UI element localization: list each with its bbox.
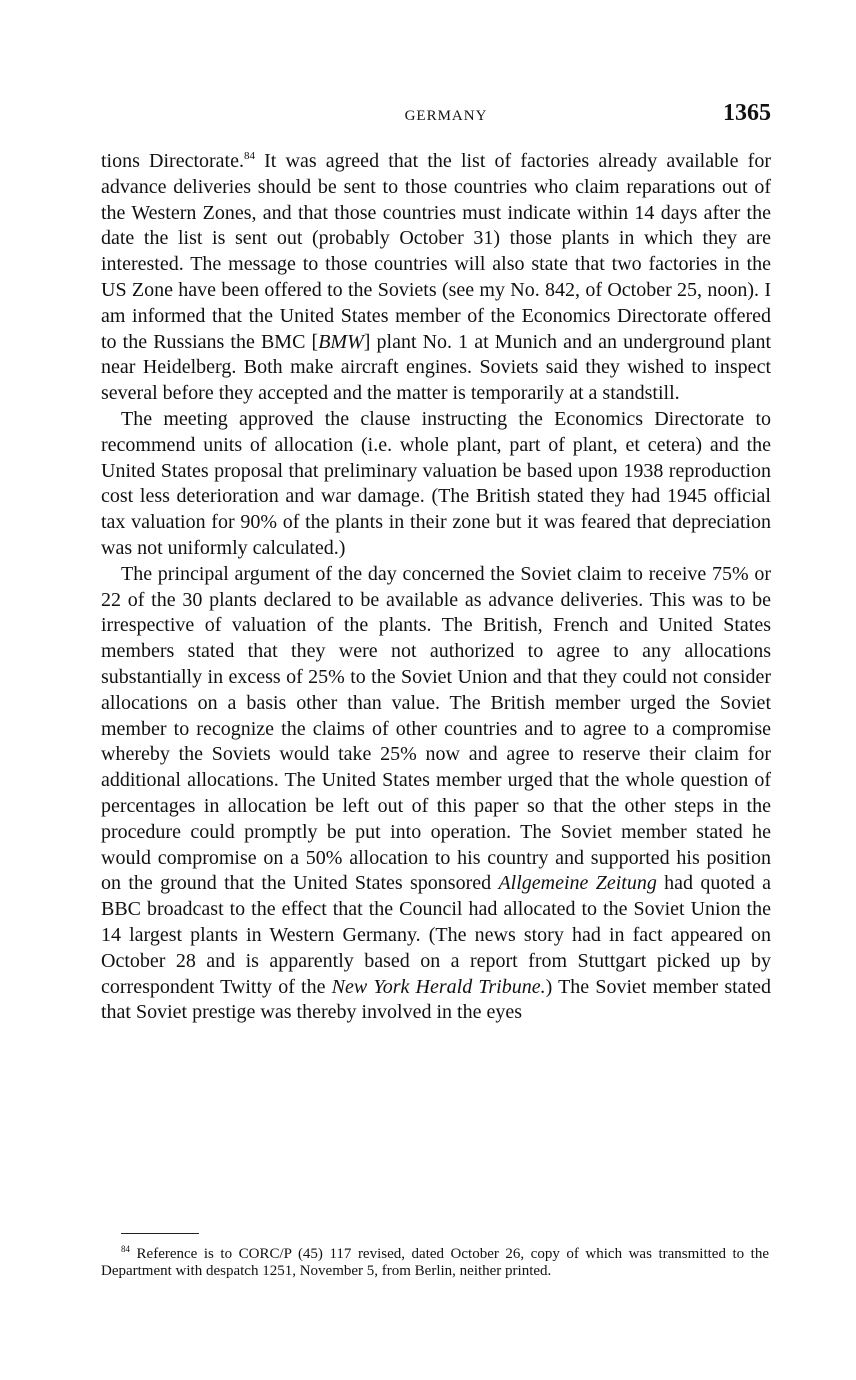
paragraph-continued [101, 149, 771, 407]
footnote-rule [121, 1233, 199, 1234]
p1-emphasis: BMW [318, 330, 364, 353]
paragraph-2: The meeting approved the clause instructing the Economics Directorate to recommend units of allocation (i.e. whole plant, part of plant, et cetera) and the United States proposal that preliminary valuation be based upon 1938 reproduction cost less deterioration and war damage. (The British stated they had 1945 official tax valuation for 90% of the plants in their zone but it was feared that depreciation was not uniformly calculated.) [101, 407, 771, 559]
p3-newspaper-title: Allgemeine Zeitung [498, 872, 657, 895]
p1-text-a: tions Directorate. [101, 150, 244, 172]
p3-text-a: The principal argument of the day concerned the Soviet claim to receive 75% or 22 of the 30 plants declared to be available as advance deliveries. This was to be irrespective of valuation of the plants. The British, French and United States members stated that they were not authorized to agree to any allocations substantially in excess of 25% to the Soviet Union and that they could not consider allocations on a basis other than value. The British member urged the Soviet member to recognize the claims of other countries and to agree to a compromise whereby the Soviets would take 25% now and agree to reserve their claim for additional allocations. The United States member urged that the whole question of percentages in allocation be left out of this paper so that the other steps in the procedure could promptly be put into operation. The Soviet member stated he would compromise on a 50% allocation to his country and supported his position on the ground that the United States sponsored [101, 562, 771, 895]
p1-text-b: It was agreed that the list of factories already available for advance deliveries should be sent to those countries who claim reparations out of the Western Zones, and that those countries must indicate within 14 days after the date the list is sent out (probably October 31) those plants in which they are interested. The message to those countries will also state that two factories in the US Zone have been offered to the Soviets (see my No. 842, of October 25, noon). I am informed that the United States member of the Economics Directorate offered to the Russians the BMC [ [101, 150, 772, 353]
p3-newspaper-title-2: New York Herald Tribune. [331, 975, 546, 998]
footnote-marker: 84 [121, 1244, 130, 1254]
p3-text-b: had quoted a BBC broadcast to the effect that the Council had allocated to the Soviet Union the 14 largest plants in Western Germany. (The news story had in fact appeared on October 28 and is apparently based on a report from Stuttgart picked up by correspondent Twitty of the [101, 872, 772, 998]
footnote [101, 1246, 769, 1280]
paragraph-3 [101, 562, 771, 1026]
p3-text-c: ) The Soviet member stated that Soviet prestige was thereby involved in the eyes [101, 975, 771, 1024]
page-header [121, 100, 771, 132]
running-head: GERMANY [404, 108, 488, 124]
body-text [101, 149, 771, 1026]
footnote-text: Reference is to CORC/P (45) 117 revised, dated October 26, copy of which was transmitted to the Department with despatch 1251, November 5, from Berlin, neither printed. [101, 1246, 770, 1279]
footnote-reference: 84 [244, 150, 255, 162]
footnote-text-line [101, 1246, 769, 1280]
p1-text-c: ] plant No. 1 at Munich and an underground plant near Heidelberg. Both make aircraft engines. Soviets said they wished to inspect several before they accepted and the matter is temporarily at a standstill. [101, 330, 772, 405]
page-number: 1365 [723, 100, 771, 126]
